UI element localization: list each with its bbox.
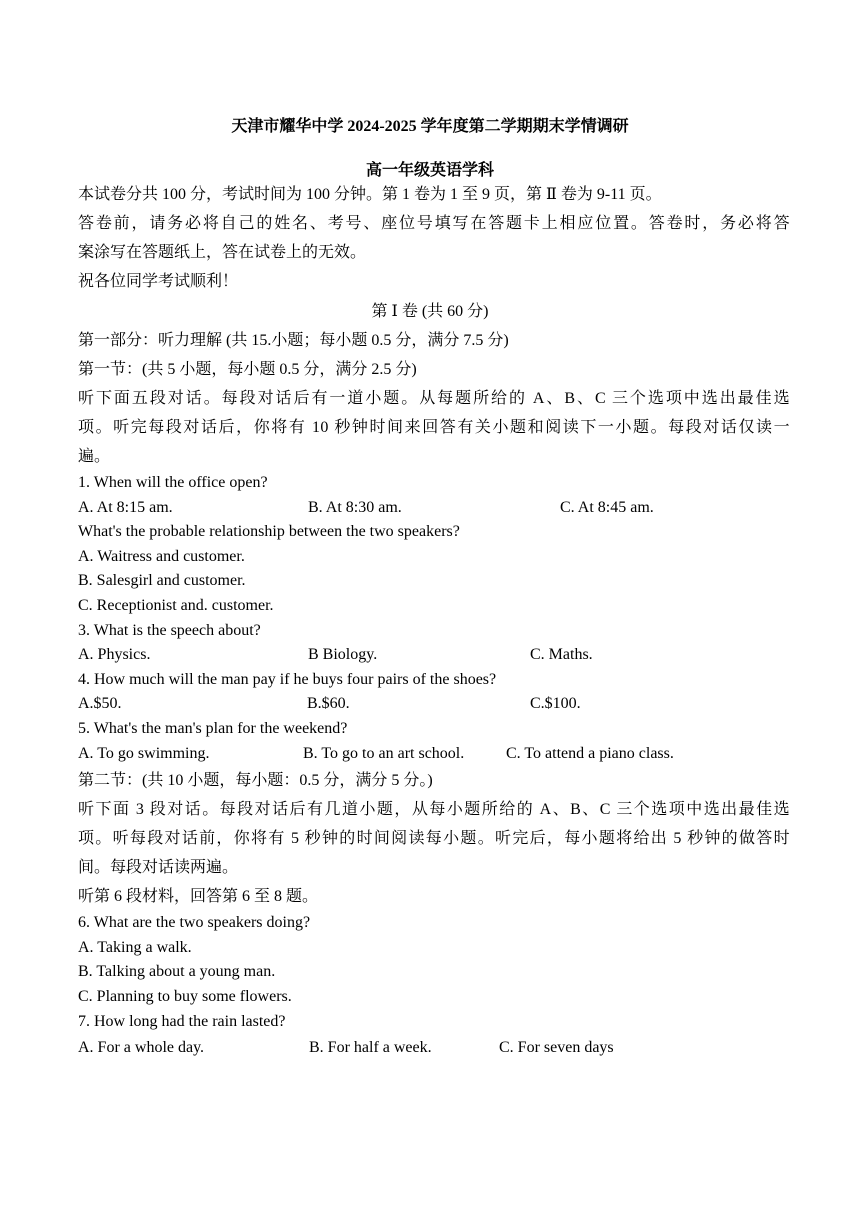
exam-subtitle: 高一年级英语学科 (365, 162, 494, 179)
subsection-1-instructions-c: 遍。 (78, 448, 111, 465)
q3-option-c: C. Maths. (530, 646, 593, 663)
subsection-2-instructions-b: 项。听每段对话前，你将有 5 秒钟的时间阅读每小题。听完后，每小题将给出 5 秒钟的做答时 (78, 830, 790, 847)
q2-option-a: A. Waitress and customer. (78, 548, 245, 565)
q3-option-b: B Biology. (308, 646, 378, 663)
question-1: 1. When will the office open? (78, 474, 268, 491)
question-3: 3. What is the speech about? (78, 622, 261, 639)
q1-option-c: C. At 8:45 am. (560, 499, 654, 516)
subsection-1-instructions-a: 听下面五段对话。每段对话后有一道小题。从每题所给的 A、B、C 三个选项中选出最佳选 (78, 390, 790, 407)
intro-line-1: 本试卷分共 100 分，考试时间为 100 分钟。第 1 卷为 1 至 9 页，第 Ⅱ 卷为 9-11 页。 (78, 186, 662, 203)
question-5: 5. What's the man's plan for the weekend? (78, 720, 348, 737)
intro-line-2b: 案涂写在答题纸上，答在试卷上的无效。 (78, 244, 367, 261)
question-7: 7. How long had the rain lasted? (78, 1013, 286, 1030)
intro-line-2a: 答卷前，请务必将自己的姓名、考号、座位号填写在答题卡上相应位置。答卷时，务必将答 (78, 215, 790, 232)
material-6-heading: 听第 6 段材料，回答第 6 至 8 题。 (78, 888, 319, 905)
subsection-2-heading: 第二节：(共 10 小题，每小题：0.5 分，满分 5 分。) (78, 772, 433, 789)
subsection-1-instructions-b: 项。听完每段对话后，你将有 10 秒钟时间来回答有关小题和阅读下一小题。每段对话仅读一 (78, 419, 790, 436)
q1-option-a: A. At 8:15 am. (78, 499, 173, 516)
q7-option-c: C. For seven days (499, 1039, 614, 1056)
subsection-2-instructions-a: 听下面 3 段对话。每段对话后有几道小题，从每小题所给的 A、B、C 三个选项中选出最佳选 (78, 801, 790, 818)
intro-line-3: 祝各位同学考试顺利！ (78, 273, 239, 290)
part-heading: 第 Ⅰ 卷 (共 60 分) (371, 303, 489, 320)
q4-option-c: C.$100. (530, 695, 581, 712)
q7-option-b: B. For half a week. (309, 1039, 432, 1056)
question-6: 6. What are the two speakers doing? (78, 914, 311, 931)
q4-option-b: B.$60. (307, 695, 350, 712)
q7-option-a: A. For a whole day. (78, 1039, 205, 1056)
question-4: 4. How much will the man pay if he buys four pairs of the shoes? (78, 671, 497, 688)
subsection-1-heading: 第一节：(共 5 小题，每小题 0.5 分，满分 2.5 分) (78, 361, 417, 378)
question-2: What's the probable relationship between the two speakers? (78, 523, 460, 540)
q5-option-a: A. To go swimming. (78, 745, 210, 762)
section-heading: 第一部分：听力理解 (共 15.小题；每小题 0.5 分，满分 7.5 分) (78, 332, 509, 349)
q3-option-a: A. Physics. (78, 646, 151, 663)
q2-option-b: B. Salesgirl and customer. (78, 572, 246, 589)
q6-option-b: B. Talking about a young man. (78, 963, 276, 980)
subsection-2-instructions-c: 间。每段对话读两遍。 (78, 859, 239, 876)
q5-option-c: C. To attend a piano class. (506, 745, 674, 762)
q6-option-a: A. Taking a walk. (78, 939, 192, 956)
q2-option-c: C. Receptionist and. customer. (78, 597, 274, 614)
q6-option-c: C. Planning to buy some flowers. (78, 988, 292, 1005)
exam-title: 天津市耀华中学 2024-2025 学年度第二学期期末学情调研 (231, 118, 629, 135)
q1-option-b: B. At 8:30 am. (308, 499, 402, 516)
q4-option-a: A.$50. (78, 695, 122, 712)
q5-option-b: B. To go to an art school. (303, 745, 465, 762)
